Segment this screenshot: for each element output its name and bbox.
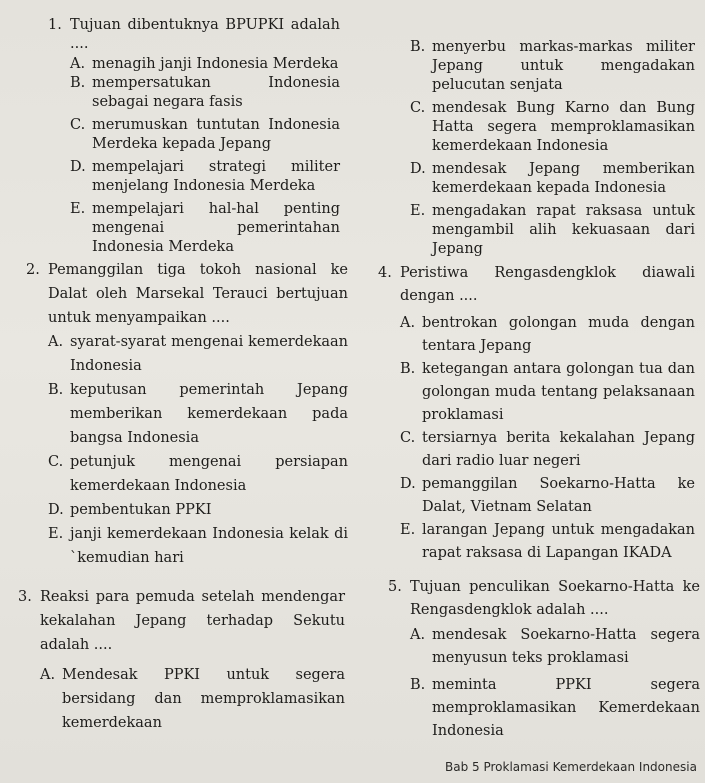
question-5 (388, 576, 700, 743)
option-b[interactable]: B. mempersatukan Indonesia sebagai negara fasis (70, 75, 340, 110)
question-3 (18, 585, 345, 735)
question-stem: Reaksi para pemuda setelah mendengar kekalahan Jepang terhadap Sekutu adalah .... (40, 589, 345, 653)
page-footer: Bab 5 Proklamasi Kemerdekaan Indonesia (445, 760, 697, 774)
question-number: 3. (18, 589, 32, 605)
option-c[interactable]: C. merumuskan tuntutan Indonesia Merdeka kepada Jepang (70, 117, 340, 152)
option-c[interactable]: C. petunjuk mengenai persiapan kemerdekaan Indonesia (48, 454, 348, 494)
question-number: 5. (388, 579, 402, 595)
option-a[interactable]: A. Mendesak PPKI untuk segera bersidang dan memproklamasikan kemerdekaan (40, 667, 345, 731)
option-a[interactable]: A. syarat-syarat mengenai kemerdekaan Indonesia (48, 334, 348, 374)
question-4 (378, 262, 695, 565)
option-d[interactable]: D. pemanggilan Soekarno-Hatta ke Dalat, Vietnam Selatan (400, 476, 695, 515)
question-stem: Pemanggilan tiga tokoh nasional ke Dalat oleh Marsekal Terauci bertujuan untuk menyampaikan .... (48, 262, 348, 326)
option-a[interactable]: A. bentrokan golongan muda dengan tentara Jepang (400, 315, 695, 354)
option-b[interactable]: B. ketegangan antara golongan tua dan golongan muda tentang pelaksanaan proklamasi (400, 361, 695, 423)
question-2 (26, 258, 348, 570)
option-e[interactable]: E. janji kemerdekaan Indonesia kelak di `kemudian hari (48, 526, 348, 566)
question-stem: Peristiwa Rengasdengklok diawali dengan .... (400, 265, 695, 304)
question-number: 2. (26, 262, 40, 278)
option-d[interactable]: D. pembentukan PPKI (48, 502, 212, 518)
option-d[interactable]: D. mempelajari strategi militer menjelang Indonesia Merdeka (70, 159, 340, 194)
option-e[interactable]: E. mengadakan rapat raksasa untuk mengambil alih kekuasaan dari Jepang (410, 203, 695, 257)
option-d[interactable]: D. mendesak Jepang memberikan kemerdekaan kepada Indonesia (410, 161, 695, 196)
option-b[interactable]: B. menyerbu markas-markas militer Jepang untuk mengadakan pelucutan senjata (410, 39, 695, 93)
option-e[interactable]: E. mempelajari hal-hal penting mengenai pemerintahan Indonesia Merdeka (70, 201, 340, 255)
question-stem: Tujuan dibentuknya BPUPKI adalah .... (70, 17, 340, 52)
question-1-continued (410, 38, 695, 259)
option-b[interactable]: B. keputusan pemerintah Jepang memberikan kemerdekaan pada bangsa Indonesia (48, 382, 348, 446)
question-number: 4. (378, 265, 392, 281)
question-stem: Tujuan penculikan Soekarno-Hatta ke Rengasdengklok adalah .... (410, 579, 700, 618)
option-e[interactable]: E. larangan Jepang untuk mengadakan rapat raksasa di Lapangan IKADA (400, 522, 695, 561)
option-a[interactable]: A. mendesak Soekarno-Hatta segera menyusun teks proklamasi (410, 627, 700, 666)
option-b[interactable]: B. meminta PPKI segera memproklamasikan Kemerdekaan Indonesia (410, 677, 700, 739)
option-a[interactable]: A. menagih janji Indonesia Merdeka (70, 56, 339, 72)
question-number: 1. (48, 17, 62, 33)
option-c[interactable]: C. mendesak Bung Karno dan Bung Hatta segera memproklamasikan kemerdekaan Indonesia (410, 100, 695, 154)
option-c[interactable]: C. tersiarnya berita kekalahan Jepang dari radio luar negeri (400, 430, 695, 469)
question-1 (48, 16, 340, 257)
